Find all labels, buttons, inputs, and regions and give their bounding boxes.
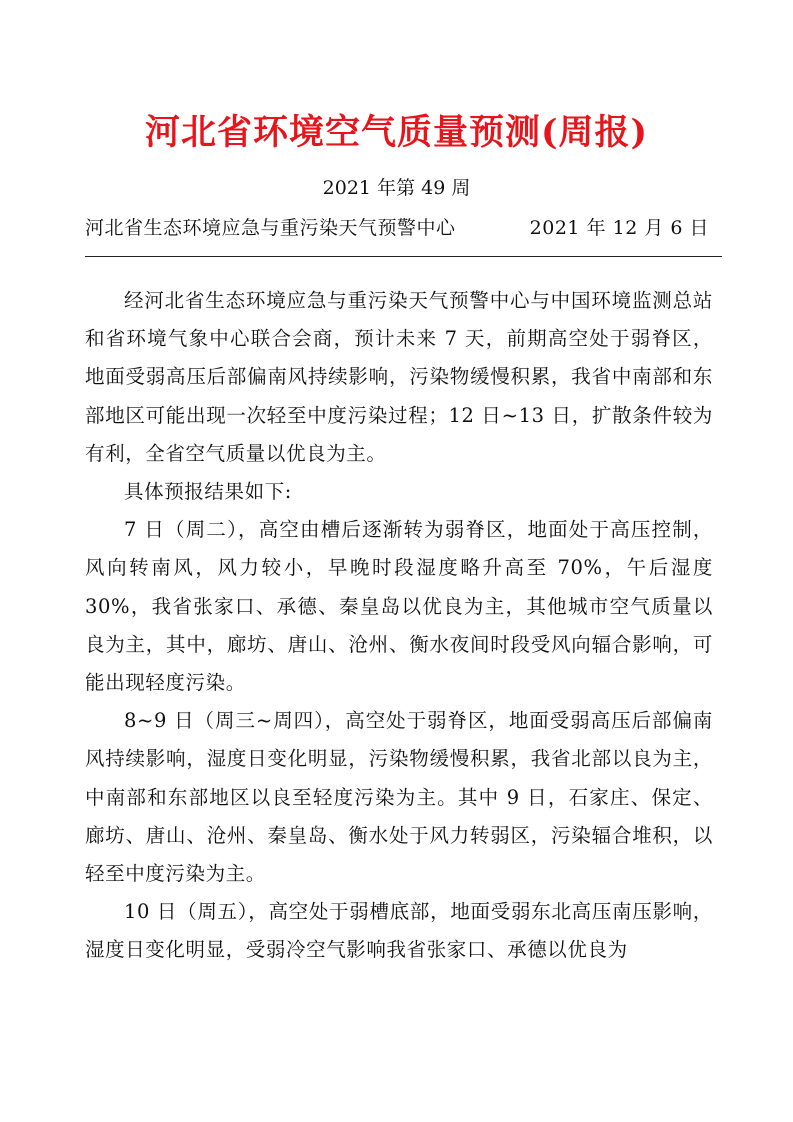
issue-number: 2021 年第 49 周: [322, 177, 471, 199]
issuer-name: 河北省生态环境应急与重污染天气预警中心: [85, 217, 456, 239]
document-title: 河北省环境空气质量预测(周报): [144, 112, 649, 153]
paragraph: 经河北省生态环境应急与重污染天气预警中心与中国环境监测总站和省环境气象中心联合会商，预计未来 7 天，前期高空处于弱脊区，地面受弱高压后部偏南风持续影响，污染物缓慢积累，我省中南部和东部地区可能出现一次轻至中度污染过程；12 日~13 日，扩散条件较为有利，全省空气质量以优良为主。: [85, 289, 713, 465]
paragraph: 10 日（周五），高空处于弱槽底部，地面受弱东北高压南压影响，湿度日变化明显，受弱冷空气影响我省张家口、承德以优良为: [85, 900, 713, 962]
paragraph: 具体预报结果如下:: [124, 480, 292, 504]
paragraph: 7 日（周二），高空由槽后逐渐转为弱脊区，地面处于高压控制，风向转南风，风力较小，早晚时段湿度略升高至 70%，午后湿度 30%，我省张家口、承德、秦皇岛以优良为主，其他城市空气质量以良为主，其中，廊坊、唐山、沧州、衡水夜间时段受风向辐合影响，可能出现轻度污染。: [85, 518, 713, 695]
issuer-line: [85, 214, 715, 242]
issue-date: 2021 年 12 月 6 日: [529, 217, 709, 239]
header-divider: [85, 256, 722, 257]
document-body: [85, 282, 713, 970]
paragraph: 8~9 日（周三~周四），高空处于弱脊区，地面受弱高压后部偏南风持续影响，湿度日变化明显，污染物缓慢积累，我省北部以良为主，中南部和东部地区以良至轻度污染为主。其中 9 日，石家庄、保定、廊坊、唐山、沧州、秦皇岛、衡水处于风力转弱区，污染辐合堆积，以轻至中度污染为主。: [85, 709, 713, 886]
